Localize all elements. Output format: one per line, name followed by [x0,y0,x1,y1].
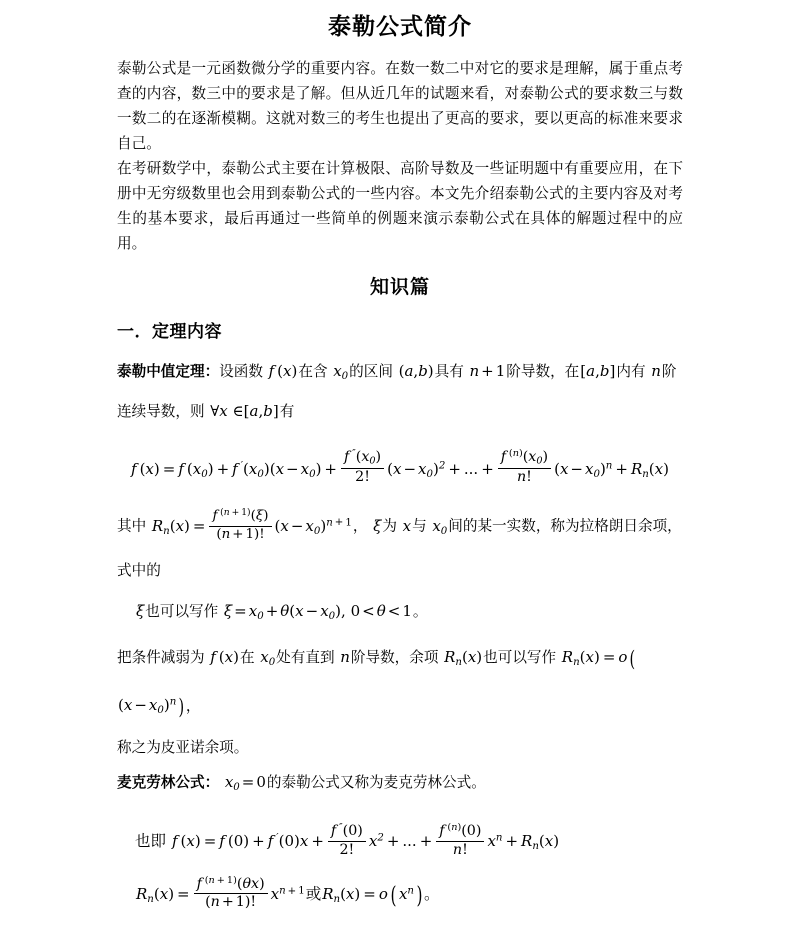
peano-text-f: ， [185,697,201,715]
fraction-maclaurin-remainder: $\frac{f ^{(n + 1)}(\theta x)}{(n + 1)!}$ [194,876,268,911]
intro-paragraph-2: 在考研数学中，泰勒公式主要在计算极限、高阶导数及一些证明题中有重要应用，在下册中无穷级数里也会用到泰勒公式的一些内容。本文先介绍泰勒公式的主要内容及对考生的基本要求，最后再通过一些简单的例题来演示泰勒公式在具体的解题过程中的应用。 [117,159,683,252]
taylor-mean-value-theorem-statement [117,354,683,429]
theorem-text-c: 的区间 [349,362,393,380]
remainder-text-a: ， [352,517,368,535]
section-heading-theorem-content: 一．定理内容 [117,321,222,342]
page-title: 泰勒公式简介 [328,13,472,40]
peano-remainder-paragraph: 把条件减弱为 f (x)在 $x_0$处有直到 n阶导数，余项 $R_n(x)$也可以写作 $R_n(x) = o$ ($(x - x_0)^n$ )， [117,646,636,720]
peano-remainder-line2: 称之为皮亚诺余项。 [117,739,249,757]
equation-maclaurin-formula: 也即 f (x) = f (0) + f ′(0)x + $\frac{f ''(0)}{2!}$ $x^2$ + ... + $\frac{f ^{(n)}(0)}{n!}$ $x^n + R_n(x)$ [135,822,560,858]
fraction-nth-derivative: $\frac{f ^{(n)}(x_0)}{n!}$ [498,449,551,486]
math-x0: $x_0$ [333,361,349,382]
fraction-maclaurin-nth: $\frac{f ^{(n)}(0)}{n!}$ [436,823,484,858]
remainder-text-d: 间的某一实数，称为拉格朗日余项，式中的 [117,517,682,580]
theorem-text-d: 具有 [434,362,464,380]
lagrange-remainder-paragraph: 其中 $R_n(x)$ = $\frac{f ^{(n + 1)}(\xi)}{(n + 1)!}$ $(x - x_0)^{n + 1}$， ξ为 x与 $x_0$间的某一实数，称为拉格朗日余项，式中的 [117,508,682,580]
peano-text-b: 在 [239,649,255,667]
peano-text-a: 把条件减弱为 [117,649,205,667]
theorem-text-a: 设函数 [219,362,263,380]
peano-text-d: 阶导数，余项 [350,649,439,667]
intro-paragraphs [117,56,683,256]
equation-maclaurin-remainder: $R_n(x)$ = $\frac{f ^{(n + 1)}(\theta x)}{(n + 1)!}$ $x^{n + 1}$或$R_n(x) = o$ ( $x^n$ )。 [136,875,440,911]
equation-taylor-formula: f (x) = f $(x_0) + f$ $'(x_0)(x - x_0)$ + $\frac{f ''(x_0)}{2!}$ $(x - x_0)^2$ + ... + $\frac{f ^{(n)}(x_0)}{n!}$ $(x - x_0)^n + R_n(x)$ [131,447,669,485]
remainder-text-b: 为 [382,517,397,535]
math-n-plus-one: n + 1 [469,361,506,380]
math-forall-x-in-ab: ∀x ∈[a,b] [210,401,279,420]
theorem-text-e: 阶导数，在 [506,362,580,380]
theorem-text-f: 内有 [616,362,646,380]
remainder-text-c: 与 [412,517,427,535]
theta-text-a: 也可以写作 [145,603,219,621]
document-content-column [117,0,683,925]
math-n: n [651,361,661,380]
part-heading: 知识篇 [369,275,430,298]
peano-text-c: 处有直到 [276,649,335,667]
maclaurin-remainder-conj: 或 [305,885,322,903]
math-fx: f (x) [268,361,298,380]
fraction-maclaurin-second: $\frac{f ''(0)}{2!}$ [328,823,366,858]
maclaurin-definition: 麦克劳林公式： $x_0 = 0$的泰勒公式又称为麦克劳林公式。 [117,773,486,794]
maclaurin-formula-lead: 也即 [135,832,167,851]
theorem-text-g: 阶连续导数，则 [117,362,677,420]
intro-paragraph-1: 泰勒公式是一元函数微分学的重要内容。在数一数二中对它的要求是理解，属于重点考查的内容，数三中的要求是了解。但从近几年的试题来看，对泰勒公式的要求数三与数一数二的在逐渐模糊。这就对数三的考生也提出了更高的要求，要以更高的标准来要求自己。 [117,59,683,152]
remainder-lead: 其中 [117,517,147,535]
theorem-name: 泰勒中值定理： [117,362,220,380]
math-closed-interval: [a,b] [580,361,616,380]
theorem-text-h: 有 [279,402,295,420]
maclaurin-name: 麦克劳林公式： [117,774,220,792]
peano-text-e: 也可以写作 [483,649,557,667]
maclaurin-text: 的泰勒公式又称为麦克劳林公式。 [266,774,486,792]
fraction-lagrange-remainder: $\frac{f ^{(n + 1)}(\xi)}{(n + 1)!}$ [209,509,271,542]
theta-expression-line: ξ也可以写作 $\xi = x_0 + \theta(x - x_0)$, 0 < θ < 1。 [136,602,428,623]
math-open-interval: (a,b) [398,361,434,380]
theorem-text-b: 在含 [298,362,328,380]
maclaurin-remainder-period: 。 [424,885,440,903]
fraction-second-derivative: $\frac{f ''(x_0)}{2!}$ [341,449,384,486]
